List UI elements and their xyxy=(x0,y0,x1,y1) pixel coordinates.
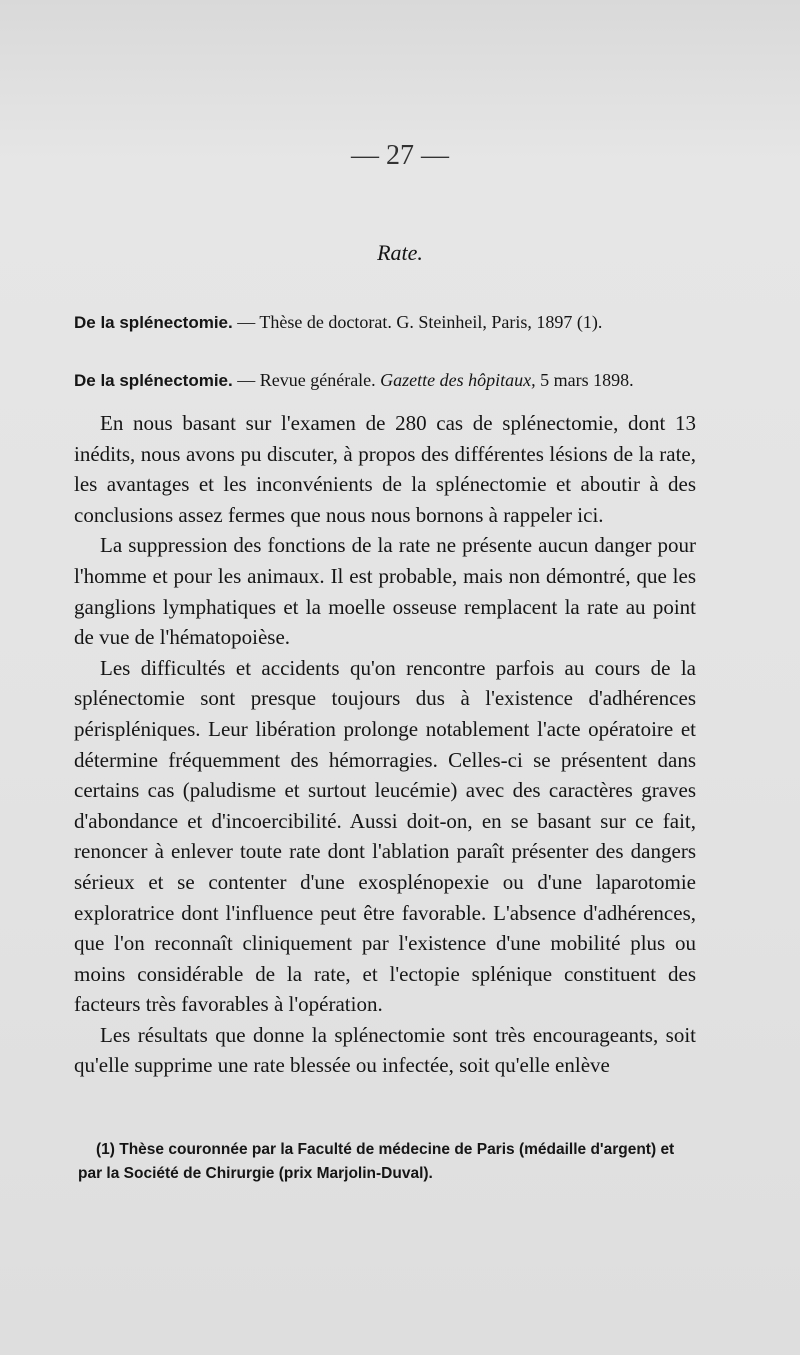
reference-details: — Revue générale. xyxy=(232,370,381,390)
reference-details: — Thèse de doctorat. G. Steinheil, Paris, 1897 (1). xyxy=(232,312,603,332)
reference-title: De la splénectomie. xyxy=(74,313,233,332)
paragraph-suppression: La suppression des fonctions de la rate ne présente aucun danger pour l'homme et pour les animaux. Il est probable, mais non démontré, que les ganglions lymphatiques et la moelle osseuse remplacent la rate au point de vue de l'hématopoièse. xyxy=(74,533,696,650)
page-number: — 27 — xyxy=(351,140,449,171)
paragraph-intro: En nous basant sur l'examen de 280 cas de splénectomie, dont 13 inédits, nous avons pu discuter, à propos des différentes lésions de la rate, les avantages et les inconvénients de la splénectomie et aboutir à des conclusions assez fermes que nous nous bornons à rappeler ici. xyxy=(74,411,696,527)
body-text xyxy=(74,408,696,1081)
reference-title: De la splénectomie. xyxy=(74,371,233,390)
paragraph-difficulties: Les difficultés et accidents qu'on rencontre parfois au cours de la splénectomie sont presque toujours dus à l'existence d'adhérences périspléniques. Leur libération prolonge notablement l'acte opératoire et détermine fréquemment des hémorragies. Celles-ci se présentent dans certains cas (paludisme et surtout leucémie) avec des caractères graves d'abondance et d'incoercibilité. Aussi doit-on, en se basant sur ce fait, renoncer à enlever toute rate dont l'ablation paraît présenter des dangers sérieux et se contenter d'une exosplénopexie ou d'une laparotomie exploratrice dont l'influence peut être favorable. L'absence d'adhérences, que l'on reconnaît cliniquement par l'existence d'une mobilité plus ou moins considérable de la rate, et l'ectopie splénique constituent des facteurs très favorables à l'opération. xyxy=(74,655,696,1017)
section-title: Rate. xyxy=(377,240,423,265)
footnote: (1) Thèse couronnée par la Faculté de médecine de Paris (médaille d'argent) et par la Société de Chirurgie (prix Marjolin-Duval). xyxy=(78,1141,675,1182)
reference-thesis xyxy=(74,312,714,333)
reference-date: 5 mars 1898. xyxy=(535,370,634,390)
journal-name: Gazette des hôpitaux, xyxy=(380,370,536,390)
reference-review xyxy=(74,370,714,391)
paragraph-results: Les résultats que donne la splénectomie sont très encourageants, soit qu'elle supprime une rate blessée ou infectée, soit qu'elle enlève xyxy=(74,1022,696,1078)
footnotes xyxy=(78,1138,700,1186)
